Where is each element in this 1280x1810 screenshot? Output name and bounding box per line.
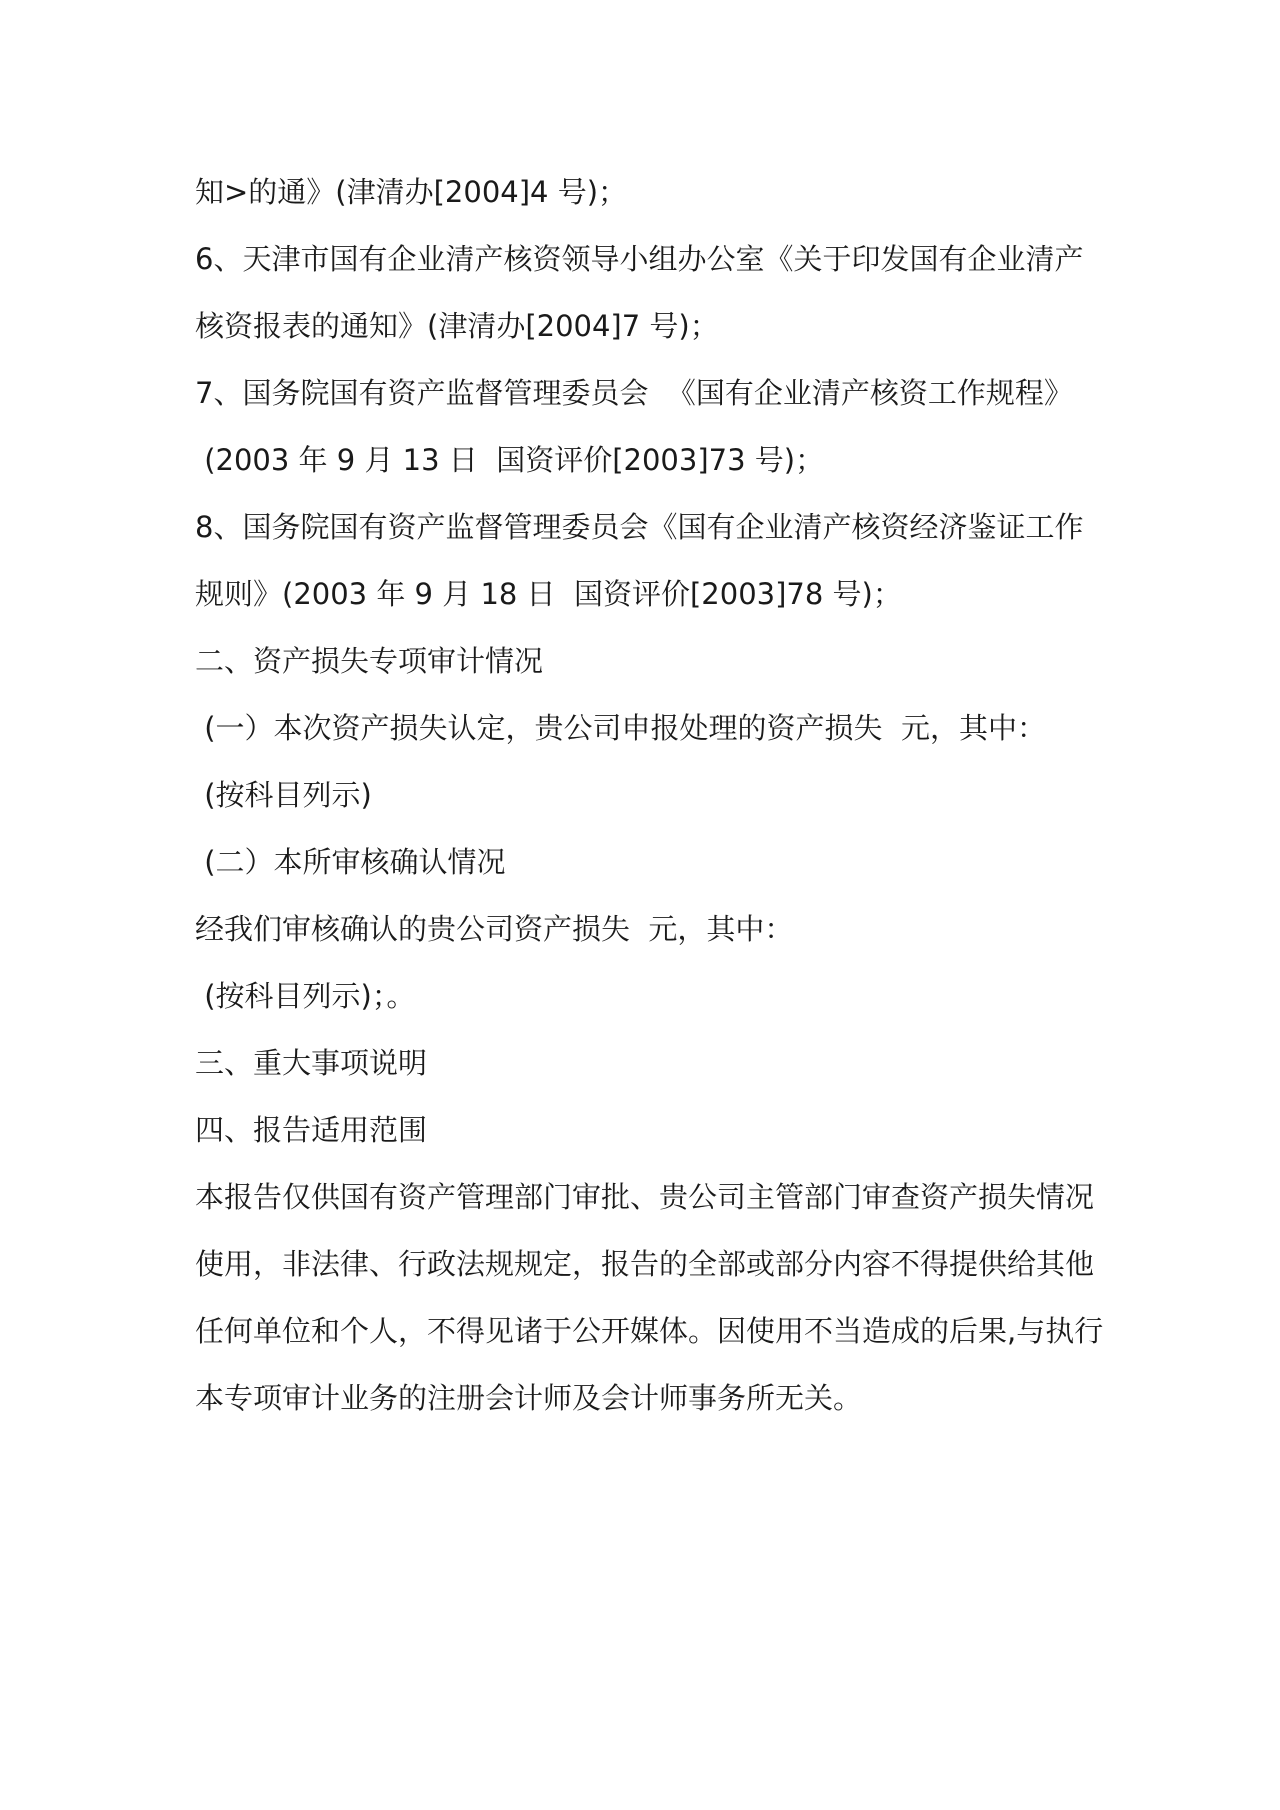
text-line-4: 7、国务院国有资产监督管理委员会 《国有企业清产核资工作规程》: [195, 376, 1073, 410]
text-line-10: (按科目列示): [195, 778, 372, 812]
text-line-5: (2003 年 9 月 13 日 国资评价[2003]73 号)；: [195, 443, 825, 477]
text-line-16: 本报告仅供国有资产管理部门审批、贵公司主管部门审查资产损失情况: [195, 1180, 1095, 1214]
text-line-7: 规则》(2003 年 9 月 18 日 国资评价[2003]78 号)；: [195, 577, 902, 611]
section-heading-2: 二、资产损失专项审计情况: [195, 644, 544, 678]
text-line-19: 本专项审计业务的注册会计师及会计师事务所无关。: [195, 1381, 863, 1415]
text-line-3: 核资报表的通知》(津清办[2004]7 号)；: [195, 309, 719, 343]
text-line-11: (二）本所审核确认情况: [195, 845, 506, 879]
text-line-1: 知>的通》(津清办[2004]4 号)；: [195, 175, 628, 209]
text-line-2: 6、天津市国有企业清产核资领导小组办公室《关于印发国有企业清产: [195, 242, 1084, 276]
section-heading-4: 四、报告适用范围: [195, 1113, 428, 1147]
text-line-17: 使用，非法律、行政法规规定，报告的全部或部分内容不得提供给其他: [195, 1247, 1095, 1281]
text-line-6: 8、国务院国有资产监督管理委员会《国有企业清产核资经济鉴证工作: [195, 510, 1084, 544]
section-heading-3: 三、重大事项说明: [195, 1046, 428, 1080]
text-line-13: (按科目列示)；。: [195, 979, 416, 1013]
text-line-12: 经我们审核确认的贵公司资产损失 元，其中：: [195, 912, 794, 946]
text-line-18: 任何单位和个人，不得见诸于公开媒体。因使用不当造成的后果,与执行: [195, 1314, 1104, 1348]
text-line-9: (一）本次资产损失认定，贵公司申报处理的资产损失 元，其中：: [195, 711, 1046, 745]
